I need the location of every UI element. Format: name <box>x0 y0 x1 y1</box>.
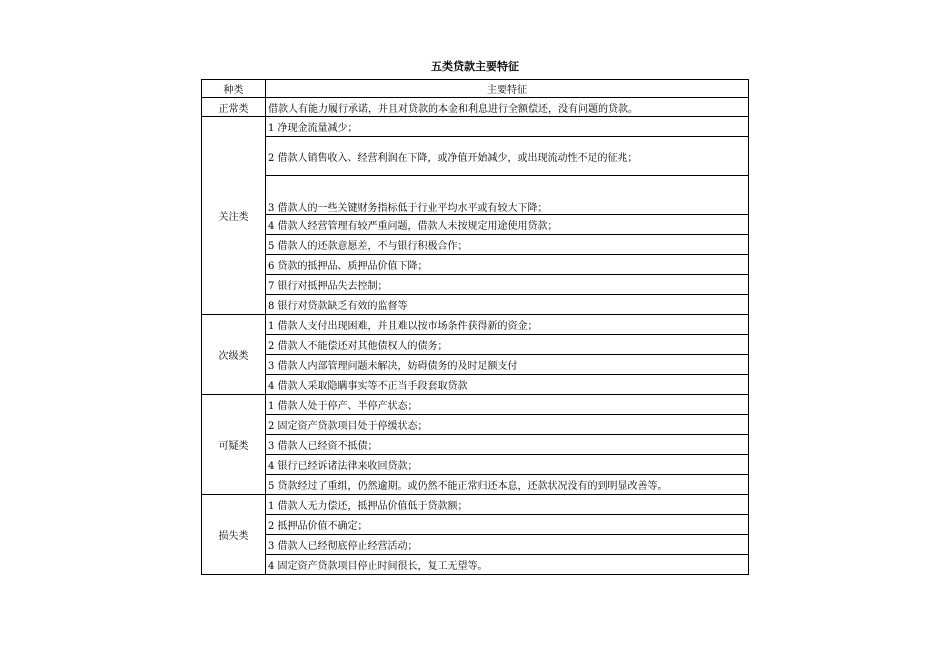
table-header-row <box>202 80 749 98</box>
feature-item: 1 借款人支付出现困难，并且难以按市场条件获得新的资金； <box>266 315 749 335</box>
table-row-loss <box>202 555 749 575</box>
table-row-special-mention <box>202 235 749 255</box>
feature-item: 5 借款人的还款意愿差，不与银行积极合作； <box>266 235 749 255</box>
table-row-doubtful <box>202 455 749 475</box>
feature-item: 3 借款人的一些关键财务指标低于行业平均水平或有较大下降； <box>266 176 749 215</box>
table-row-doubtful <box>202 415 749 435</box>
feature-item: 4 借款人采取隐瞒事实等不正当手段套取贷款 <box>266 375 749 395</box>
feature-item: 2 借款人销售收入、经营利润在下降，或净值开始减少，或出现流动性不足的征兆； <box>266 137 749 176</box>
table-row-substandard <box>202 375 749 395</box>
table-row-special-mention <box>202 215 749 235</box>
table-row-normal <box>202 98 749 117</box>
table-row-substandard <box>202 335 749 355</box>
feature-item: 4 银行已经诉诸法律来收回贷款； <box>266 455 749 475</box>
table-row-doubtful <box>202 475 749 495</box>
feature-item: 1 借款人处于停产、半停产状态； <box>266 395 749 415</box>
table-row-loss <box>202 495 749 515</box>
header-category: 种类 <box>202 80 266 98</box>
feature-item: 6 贷款的抵押品、质押品价值下降； <box>266 255 749 275</box>
table-row-substandard <box>202 315 749 335</box>
feature-item: 2 抵押品价值不确定； <box>266 515 749 535</box>
feature-item: 8 银行对贷款缺乏有效的监督等 <box>266 295 749 315</box>
loan-classification-table <box>201 79 749 575</box>
category-substandard: 次级类 <box>202 315 266 395</box>
table-row-loss <box>202 535 749 555</box>
category-special-mention: 关注类 <box>202 117 266 315</box>
header-features: 主要特征 <box>266 80 749 98</box>
table-row-doubtful <box>202 395 749 415</box>
feature-item: 3 借款人内部管理问题未解决，妨碍债务的及时足额支付 <box>266 355 749 375</box>
table-row-special-mention <box>202 176 749 215</box>
category-normal: 正常类 <box>202 98 266 117</box>
category-loss: 损失类 <box>202 495 266 575</box>
table-row-special-mention <box>202 137 749 176</box>
table-row-special-mention <box>202 255 749 275</box>
feature-item: 1 净现金流量减少； <box>266 117 749 137</box>
table-row-doubtful <box>202 435 749 455</box>
category-doubtful: 可疑类 <box>202 395 266 495</box>
document-title: 五类贷款主要特征 <box>431 60 519 73</box>
feature-item: 借款人有能力履行承诺，并且对贷款的本金和利息进行全额偿还，没有问题的贷款。 <box>266 98 749 117</box>
feature-item: 3 借款人已经资不抵债； <box>266 435 749 455</box>
feature-item: 2 固定资产贷款项目处于停缓状态； <box>266 415 749 435</box>
table-row-special-mention <box>202 275 749 295</box>
feature-item: 1 借款人无力偿还，抵押品价值低于贷款额； <box>266 495 749 515</box>
feature-item: 7 银行对抵押品失去控制； <box>266 275 749 295</box>
feature-item: 5 贷款经过了重组，仍然逾期。或仍然不能正常归还本息，还款状况没有的到明显改善等。 <box>266 475 749 495</box>
feature-item: 3 借款人已经彻底停止经营活动； <box>266 535 749 555</box>
feature-item: 2 借款人不能偿还对其他债权人的债务； <box>266 335 749 355</box>
feature-item: 4 固定资产贷款项目停止时间很长，复工无望等。 <box>266 555 749 575</box>
table-row-special-mention <box>202 295 749 315</box>
table-row-special-mention <box>202 117 749 137</box>
table-row-substandard <box>202 355 749 375</box>
feature-item: 4 借款人经营管理有较严重问题，借款人未按规定用途使用贷款； <box>266 215 749 235</box>
table-row-loss <box>202 515 749 535</box>
